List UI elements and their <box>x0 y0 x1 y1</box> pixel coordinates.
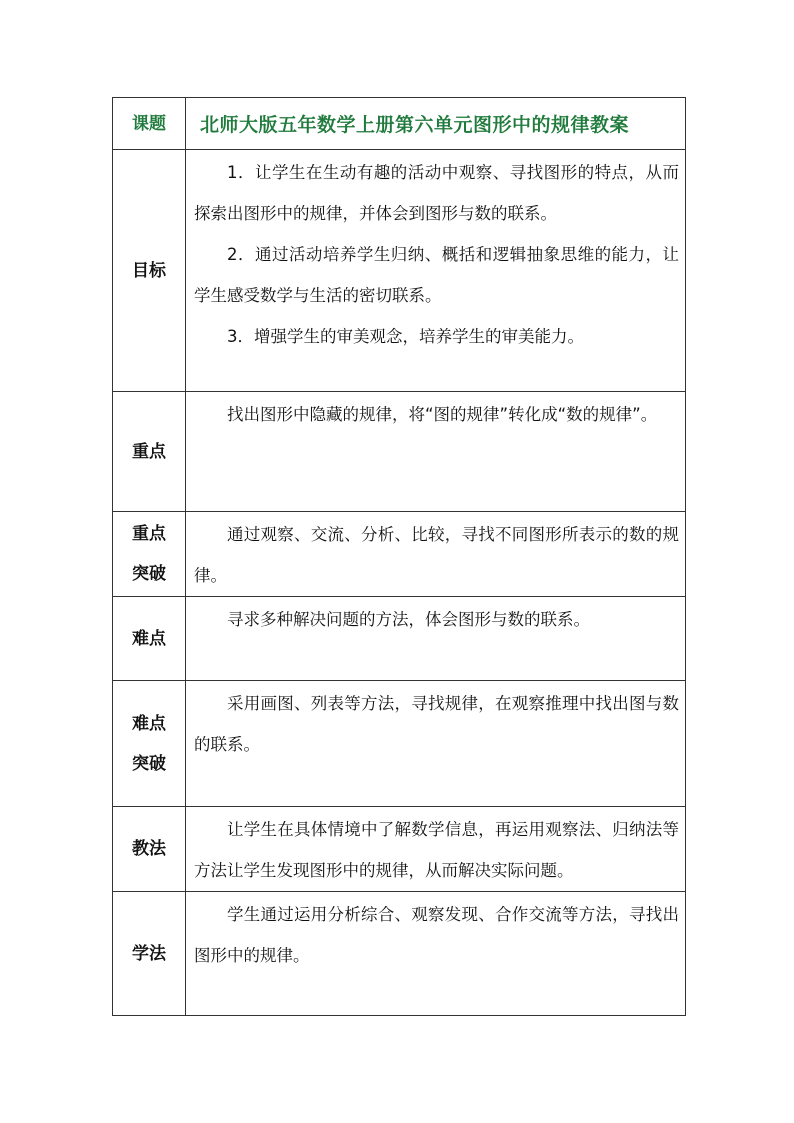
row-label <box>113 892 186 1016</box>
paragraph: 通过观察、交流、分析、比较，寻找不同图形所表示的数的规律。 <box>194 525 679 585</box>
row-label <box>113 392 186 512</box>
row-label <box>113 807 186 892</box>
row-content <box>186 392 686 512</box>
row-label-line: 教法 <box>132 839 166 859</box>
row-content <box>186 807 686 892</box>
table-row-key-points <box>113 392 686 512</box>
paragraph: 寻求多种解决问题的方法，体会图形与数的联系。 <box>227 610 590 629</box>
paragraph: 采用画图、列表等方法，寻找规律，在观察推理中找出图与数的联系。 <box>194 694 679 754</box>
row-label-line: 重点 <box>132 441 166 462</box>
table-row-teaching-method <box>113 807 686 892</box>
row-label <box>113 681 186 807</box>
row-label-line: 重点 <box>132 524 166 544</box>
row-label-line: 突破 <box>132 753 166 774</box>
row-label-line: 目标 <box>132 260 166 281</box>
row-label-line: 突破 <box>132 564 166 584</box>
paragraph: 2．通过活动培养学生归纳、概括和逻辑抽象思维的能力，让学生感受数学与生活的密切联系。 <box>194 245 679 305</box>
row-content <box>186 512 686 597</box>
paragraph: 1．让学生在生动有趣的活动中观察、寻找图形的特点，从而探索出图形中的规律，并体会到图形与数的联系。 <box>194 163 679 223</box>
row-label <box>113 150 186 392</box>
paragraph: 3．增强学生的审美观念，培养学生的审美能力。 <box>227 327 584 346</box>
lesson-plan-table <box>112 97 686 1016</box>
title-row <box>113 98 686 150</box>
row-label <box>113 512 186 597</box>
row-label-line: 学法 <box>132 943 166 964</box>
lesson-title: 北师大版五年数学上册第六单元图形中的规律教案 <box>186 98 686 150</box>
row-content <box>186 892 686 1016</box>
row-content <box>186 681 686 807</box>
row-content <box>186 150 686 392</box>
table-row-difficulties <box>113 597 686 681</box>
row-content <box>186 597 686 681</box>
paragraph: 找出图形中隐藏的规律，将“图的规律”转化成“数的规律”。 <box>227 405 658 424</box>
table-row-objectives <box>113 150 686 392</box>
table-row-learning-method <box>113 892 686 1016</box>
paragraph: 让学生在具体情境中了解数学信息，再运用观察法、归纳法等方法让学生发现图形中的规律，从而解决实际问题。 <box>194 820 679 880</box>
row-label-line: 难点 <box>132 713 166 734</box>
paragraph: 学生通过运用分析综合、观察发现、合作交流等方法，寻找出图形中的规律。 <box>194 905 679 965</box>
table-row-key-points-breakthrough <box>113 512 686 597</box>
row-label <box>113 597 186 681</box>
row-label-line: 难点 <box>132 628 166 649</box>
title-label: 课题 <box>113 98 186 150</box>
table-row-difficulties-breakthrough <box>113 681 686 807</box>
